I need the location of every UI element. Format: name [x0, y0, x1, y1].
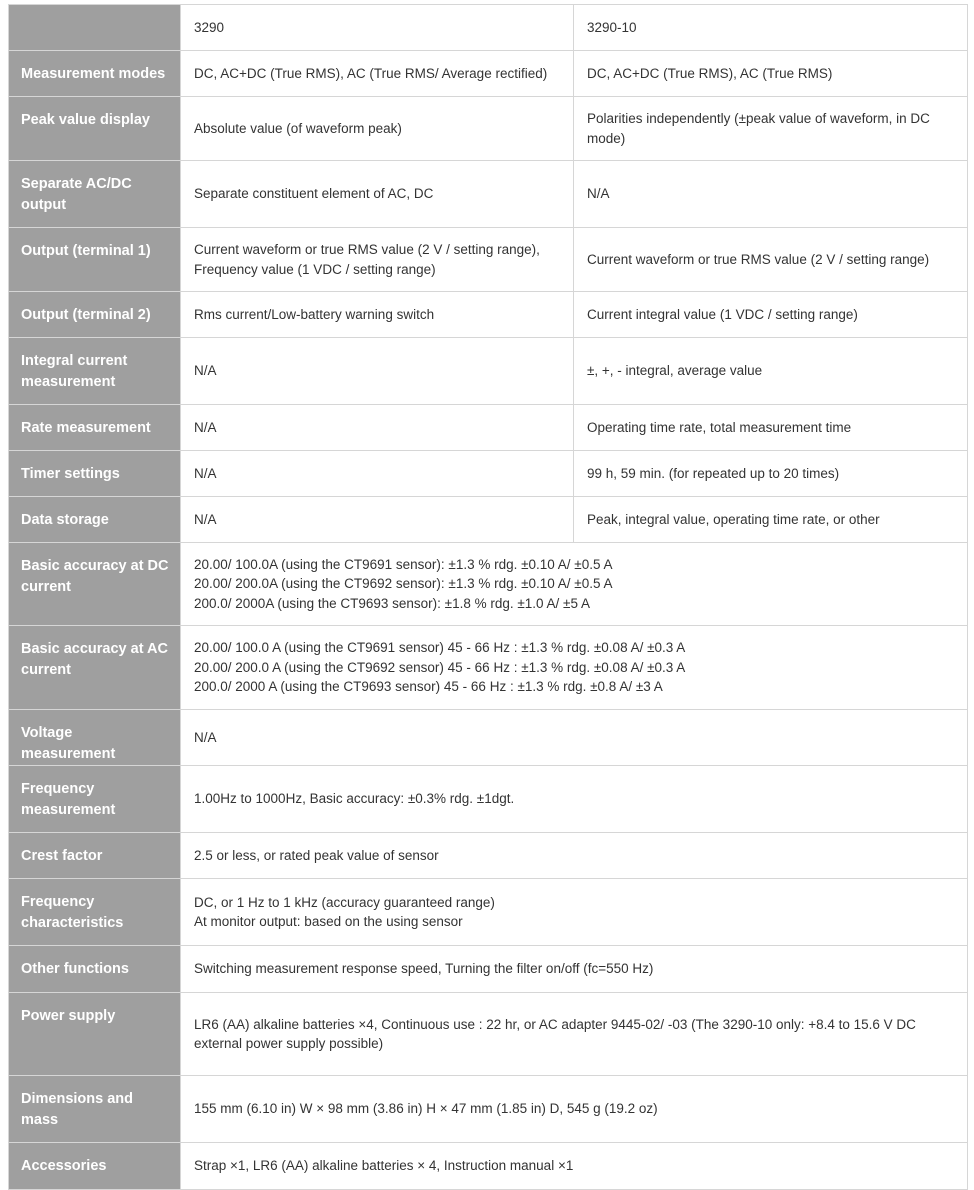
model-3290-10-value-cell — [574, 292, 968, 338]
shared-value-cell — [181, 543, 968, 626]
spec-row-timer-settings — [9, 451, 968, 497]
cell-line: ±, +, - integral, average value — [587, 363, 763, 379]
row-label: Data storage — [9, 497, 181, 543]
model-3290-value-cell — [181, 497, 574, 543]
corner-cell — [9, 5, 181, 51]
row-label: Timer settings — [9, 451, 181, 497]
cell-line: LR6 (AA) alkaline batteries ×4, Continuous use : 22 hr, or AC adapter 9445-02/ -03 (The 3290-10 only: +8.4 to 15.6 V DC external power supply possible) — [194, 1016, 916, 1051]
row-label: Measurement modes — [9, 51, 181, 97]
cell-line: 200.0/ 2000A (using the CT9693 sensor): ±1.8 % rdg. ±1.0 A/ ±5 A — [194, 595, 590, 611]
spec-row-measurement-modes — [9, 51, 968, 97]
model-3290-10-value-cell — [574, 451, 968, 497]
cell-line: 200.0/ 2000 A (using the CT9693 sensor) 45 - 66 Hz : ±1.3 % rdg. ±0.8 A/ ±3 A — [194, 679, 663, 695]
cell-line: N/A — [194, 465, 217, 481]
cell-line: N/A — [194, 363, 217, 379]
spec-row-integral-current-measurement — [9, 338, 968, 405]
model-3290-value-cell — [181, 292, 574, 338]
spec-row-basic-accuracy-at-dc-current — [9, 543, 968, 626]
cell-line: Strap ×1, LR6 (AA) alkaline batteries × 4, Instruction manual ×1 — [194, 1158, 574, 1174]
spec-row-dimensions-and-mass — [9, 1076, 968, 1143]
spec-table — [8, 4, 968, 1190]
shared-value-cell — [181, 710, 968, 766]
spec-row-output-terminal-1 — [9, 228, 968, 292]
row-label: Power supply — [9, 993, 181, 1076]
row-label: Crest factor — [9, 833, 181, 879]
shared-value-cell — [181, 1076, 968, 1143]
row-label: Output (terminal 2) — [9, 292, 181, 338]
row-label: Output (terminal 1) — [9, 228, 181, 292]
row-label: Accessories — [9, 1143, 181, 1190]
model-3290-10-value-cell — [574, 228, 968, 292]
row-label: Integral current measurement — [9, 338, 181, 405]
shared-value-cell — [181, 1143, 968, 1190]
model-3290-value-cell — [181, 228, 574, 292]
row-label: Dimensions and mass — [9, 1076, 181, 1143]
cell-line: Separate constituent element of AC, DC — [194, 186, 434, 202]
spec-row-voltage-measurement — [9, 710, 968, 766]
model-3290-10-value-cell — [574, 497, 968, 543]
header-row — [9, 5, 968, 51]
row-label: Other functions — [9, 946, 181, 993]
spec-row-rate-measurement — [9, 405, 968, 451]
cell-line: 20.00/ 200.0 A (using the CT9692 sensor) 45 - 66 Hz : ±1.3 % rdg. ±0.08 A/ ±0.3 A — [194, 659, 686, 675]
cell-line: DC, or 1 Hz to 1 kHz (accuracy guaranteed range) — [194, 894, 495, 910]
model-3290-value-cell — [181, 405, 574, 451]
cell-line: N/A — [194, 729, 217, 745]
model-3290-value-cell — [181, 97, 574, 161]
cell-line: 20.00/ 200.0A (using the CT9692 sensor): ±1.3 % rdg. ±0.10 A/ ±0.5 A — [194, 576, 613, 592]
cell-line: Current waveform or true RMS value (2 V / setting range) — [587, 251, 930, 267]
cell-line: Absolute value (of waveform peak) — [194, 120, 402, 136]
cell-line: Current waveform or true RMS value (2 V / setting range), — [194, 242, 540, 257]
spec-row-frequency-measurement — [9, 766, 968, 833]
cell-line: Current integral value (1 VDC / setting range) — [587, 306, 858, 322]
cell-line: 1.00Hz to 1000Hz, Basic accuracy: ±0.3% rdg. ±1dgt. — [194, 791, 515, 807]
cell-line: Peak, integral value, operating time rate, or other — [587, 511, 880, 527]
model-3290-value-cell — [181, 51, 574, 97]
shared-value-cell — [181, 833, 968, 879]
shared-value-cell — [181, 946, 968, 993]
row-label: Rate measurement — [9, 405, 181, 451]
spec-row-other-functions — [9, 946, 968, 993]
model-3290-10-value-cell — [574, 405, 968, 451]
spec-row-separate-ac-dc-output — [9, 161, 968, 228]
row-label: Separate AC/DC output — [9, 161, 181, 228]
cell-line: 99 h, 59 min. (for repeated up to 20 times) — [587, 465, 840, 481]
cell-line: N/A — [194, 419, 217, 435]
cell-line: N/A — [587, 186, 610, 202]
row-label: Frequency characteristics — [9, 879, 181, 946]
cell-line: Switching measurement response speed, Turning the filter on/off (fc=550 Hz) — [194, 961, 654, 977]
shared-value-cell — [181, 993, 968, 1076]
row-label: Basic accuracy at DC current — [9, 543, 181, 626]
model-3290-10-header: 3290-10 — [574, 5, 968, 51]
spec-row-power-supply — [9, 993, 968, 1076]
cell-line: DC, AC+DC (True RMS), AC (True RMS) — [587, 65, 833, 81]
row-label: Voltage measurement — [9, 710, 181, 766]
spec-row-basic-accuracy-at-ac-current — [9, 626, 968, 710]
model-3290-10-value-cell — [574, 97, 968, 161]
cell-line: 155 mm (6.10 in) W × 98 mm (3.86 in) H × 47 mm (1.85 in) D, 545 g (19.2 oz) — [194, 1101, 658, 1117]
spec-row-data-storage — [9, 497, 968, 543]
spec-row-frequency-characteristics — [9, 879, 968, 946]
shared-value-cell — [181, 766, 968, 833]
spec-row-crest-factor — [9, 833, 968, 879]
model-3290-value-cell — [181, 451, 574, 497]
cell-line: DC, AC+DC (True RMS), AC (True RMS/ Average rectified) — [194, 65, 548, 81]
cell-line: 20.00/ 100.0A (using the CT9691 sensor): ±1.3 % rdg. ±0.10 A/ ±0.5 A — [194, 556, 613, 572]
cell-line: 2.5 or less, or rated peak value of sensor — [194, 847, 439, 863]
shared-value-cell — [181, 879, 968, 946]
cell-line: N/A — [194, 511, 217, 527]
cell-line: At monitor output: based on the using sensor — [194, 914, 463, 929]
cell-line: Operating time rate, total measurement time — [587, 419, 852, 435]
model-3290-value-cell — [181, 161, 574, 228]
cell-line: Polarities independently (±peak value of waveform, in DC mode) — [587, 111, 930, 146]
row-label: Frequency measurement — [9, 766, 181, 833]
spec-row-output-terminal-2 — [9, 292, 968, 338]
cell-line: 20.00/ 100.0 A (using the CT9691 sensor) 45 - 66 Hz : ±1.3 % rdg. ±0.08 A/ ±0.3 A — [194, 640, 686, 656]
cell-line: Frequency value (1 VDC / setting range) — [194, 261, 436, 277]
cell-line: Rms current/Low-battery warning switch — [194, 306, 435, 322]
shared-value-cell — [181, 626, 968, 710]
model-3290-10-value-cell — [574, 51, 968, 97]
model-3290-10-value-cell — [574, 338, 968, 405]
model-3290-value-cell — [181, 338, 574, 405]
spec-row-accessories — [9, 1143, 968, 1190]
spec-row-peak-value-display — [9, 97, 968, 161]
model-3290-10-value-cell — [574, 161, 968, 228]
row-label: Peak value display — [9, 97, 181, 161]
model-3290-header: 3290 — [181, 5, 574, 51]
row-label: Basic accuracy at AC current — [9, 626, 181, 710]
